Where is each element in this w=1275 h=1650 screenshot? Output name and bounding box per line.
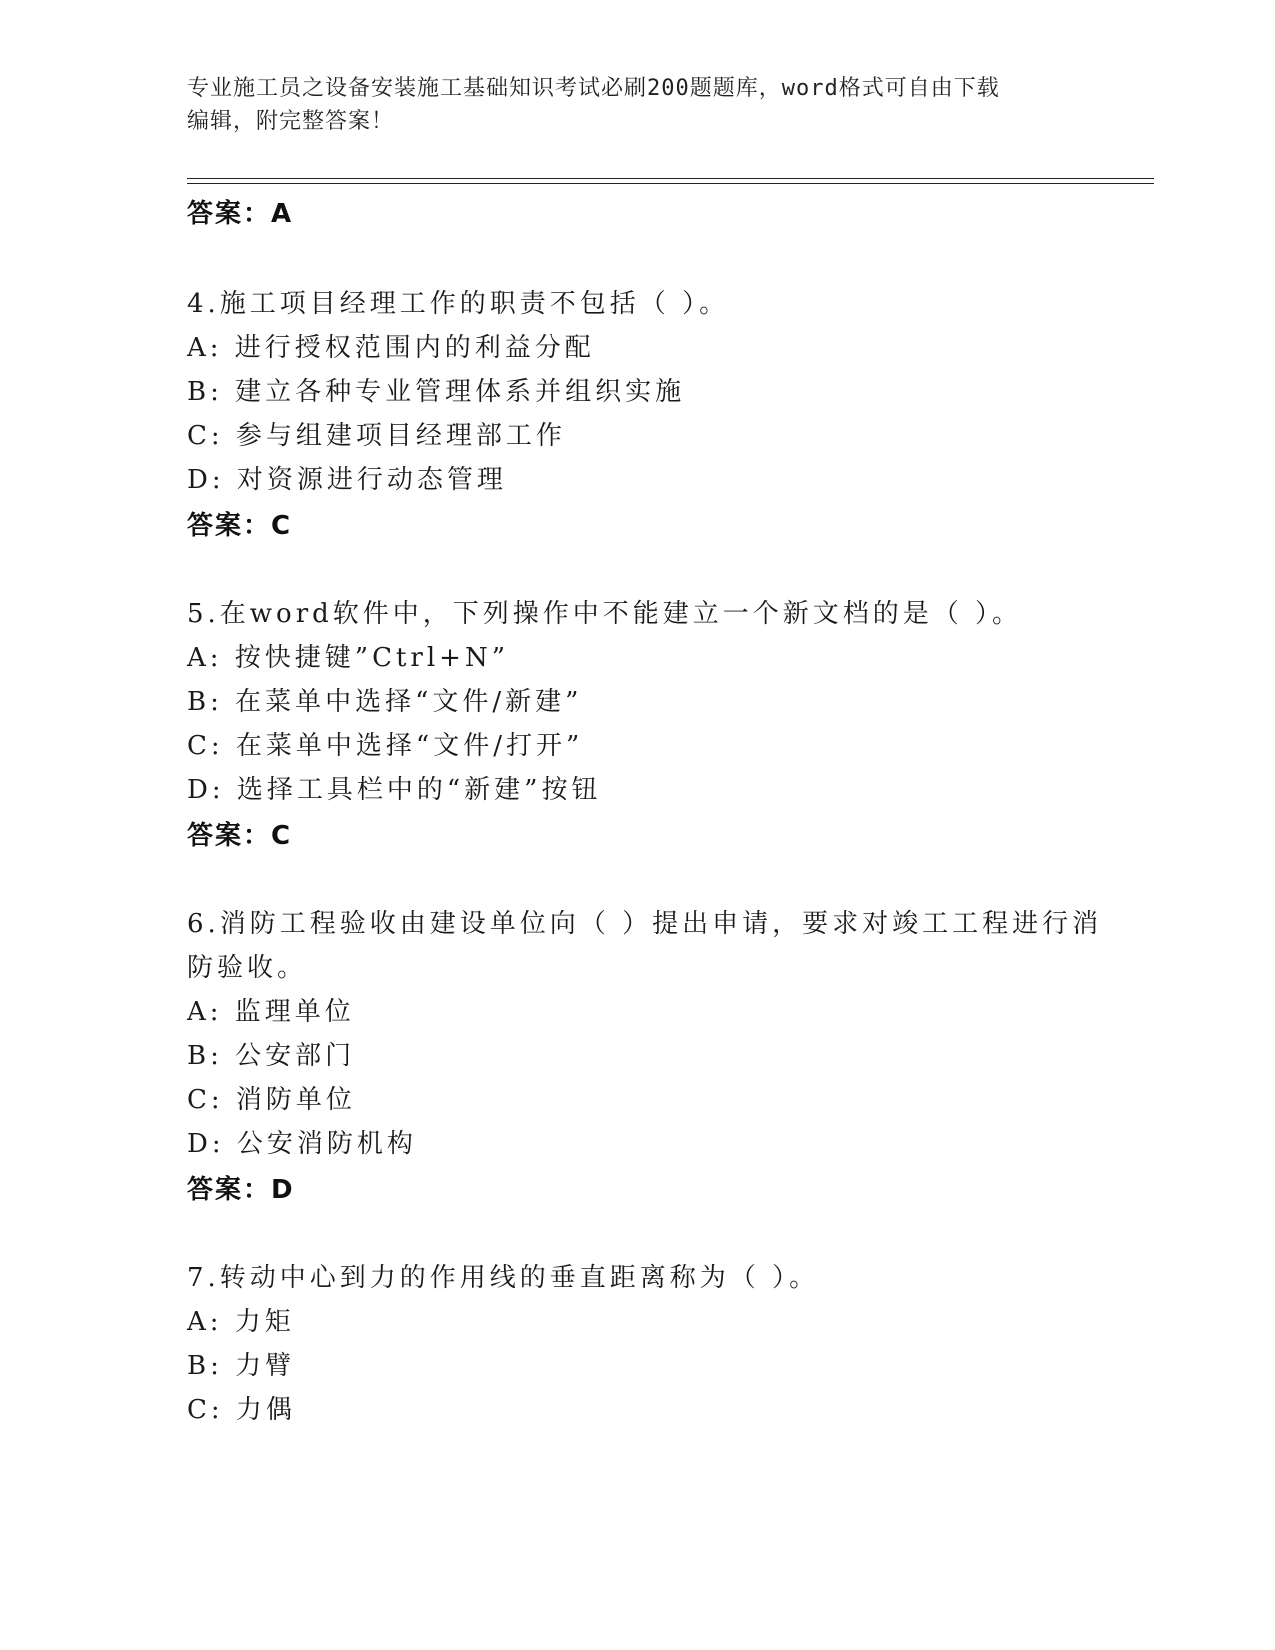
- header-divider-top: [187, 178, 1154, 179]
- q6-option-a: A: 监理单位: [187, 997, 355, 1027]
- q6-option-c: C: 消防单位: [187, 1085, 356, 1115]
- q4-option-c: C: 参与组建项目经理部工作: [187, 421, 566, 451]
- q4-answer: 答案：C: [187, 511, 293, 541]
- q4-option-d: D: 对资源进行动态管理: [187, 465, 507, 495]
- q6-stem-line-1: 6.消防工程验收由建设单位向（ ）提出申请，要求对竣工工程进行消: [187, 909, 1103, 939]
- header-line-1: 专业施工员之设备安装施工基础知识考试必刷200题题库，word格式可自由下载: [187, 76, 1000, 101]
- q7-option-c: C: 力偶: [187, 1395, 296, 1425]
- q7-option-a: A: 力矩: [187, 1307, 295, 1337]
- q6-option-d: D: 公安消防机构: [187, 1129, 417, 1159]
- q4-option-b: B: 建立各种专业管理体系并组织实施: [187, 377, 686, 407]
- header-divider-bottom: [187, 183, 1154, 184]
- header-line-2: 编辑，附完整答案！: [187, 109, 395, 134]
- previous-answer: 答案：A: [187, 199, 294, 229]
- q6-answer: 答案：D: [187, 1175, 295, 1205]
- document-header: [187, 72, 1087, 138]
- q5-answer: 答案：C: [187, 821, 293, 851]
- q7-option-b: B: 力臂: [187, 1351, 296, 1381]
- q7-stem: 7.转动中心到力的作用线的垂直距离称为（ ）。: [187, 1263, 820, 1293]
- q4-stem: 4.施工项目经理工作的职责不包括（ ）。: [187, 289, 730, 319]
- q5-option-d: D: 选择工具栏中的“新建”按钮: [187, 775, 602, 805]
- q5-option-a: A: 按快捷键”Ctrl+N”: [187, 643, 510, 673]
- q6-option-b: B: 公安部门: [187, 1041, 356, 1071]
- q4-option-a: A: 进行授权范围内的利益分配: [187, 333, 595, 363]
- q6-stem-line-2: 防验收。: [187, 953, 308, 983]
- q5-option-c: C: 在菜单中选择“文件/打开”: [187, 731, 584, 761]
- q5-option-b: B: 在菜单中选择“文件/新建”: [187, 687, 583, 717]
- q5-stem: 5.在word软件中，下列操作中不能建立一个新文档的是（ ）。: [187, 599, 1023, 629]
